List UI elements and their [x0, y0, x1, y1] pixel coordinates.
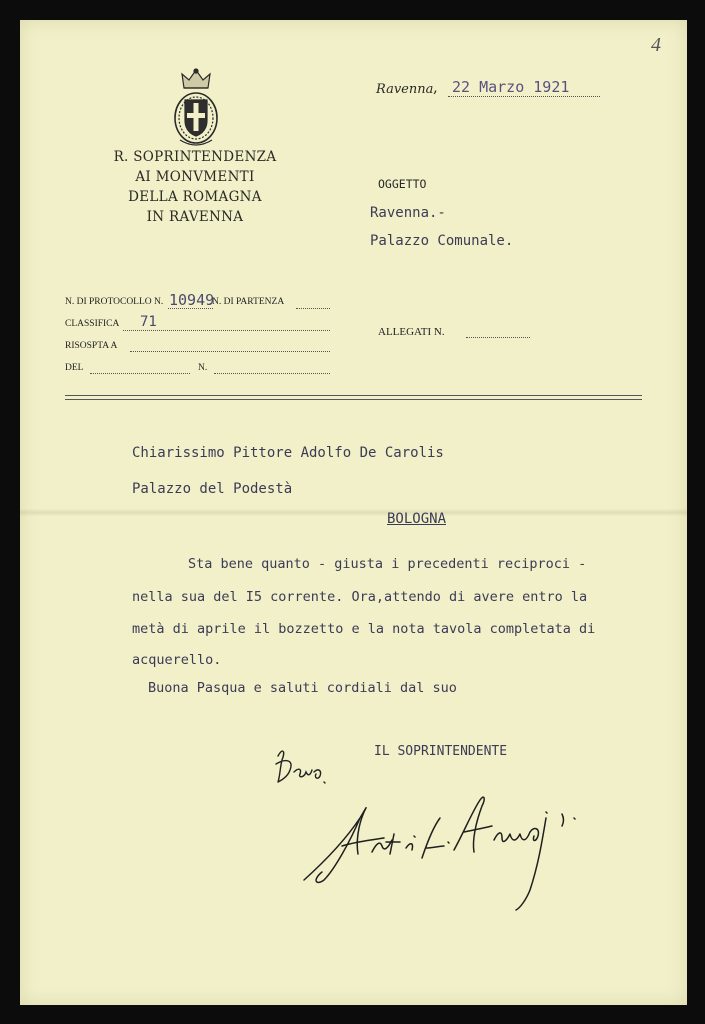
office-name-line-3: DELLA ROMAGNA [128, 189, 262, 205]
allegati-dotted-line [466, 337, 530, 338]
partenza-label: N. DI PARTENZA [212, 297, 285, 307]
body-line-3: metà di aprile il bozzetto e la nota tavola completata di [132, 621, 596, 637]
closing-line: Buona Pasqua e saluti cordiali dal suo [148, 680, 457, 696]
letter-sheet [20, 20, 687, 1005]
office-name-line-1: R. SOPRINTENDENZA [113, 149, 277, 165]
addressee-city: BOLOGNA [387, 511, 447, 527]
subject-line-1: Ravenna.- [370, 205, 446, 221]
protocollo-value: 10949 [169, 291, 215, 309]
page-number: 4 [651, 34, 661, 56]
date-comma: , [433, 78, 438, 96]
addressee-line-1: Chiarissimo Pittore Adolfo De Carolis [132, 445, 444, 461]
addressee-line-2: Palazzo del Podestà [132, 481, 293, 497]
subject-label: OGGETTO [378, 177, 427, 191]
del-dotted-line [90, 373, 190, 374]
royal-crest-icon [170, 66, 222, 150]
classifica-dotted-line [123, 330, 330, 331]
classifica-value: 71 [140, 314, 157, 330]
signature-title: IL SOPRINTENDENTE [374, 744, 508, 759]
risposta-label: RISOSPTA A [65, 341, 118, 351]
del-label: DEL [65, 363, 84, 373]
body-line-4: acquerello. [132, 652, 222, 668]
office-name-line-2: AI MONVMENTI [135, 169, 255, 185]
risposta-dotted-line [130, 351, 330, 352]
protocollo-label: N. DI PROTOCOLLO N. [65, 297, 164, 307]
body-line-1: Sta bene quanto - giusta i precedenti reciproci - [188, 556, 587, 572]
allegati-label: ALLEGATI N. [378, 326, 445, 338]
header-rule-bottom [65, 399, 642, 400]
handwritten-signature-icon [294, 762, 584, 912]
letter-date: 22 Marzo 1921 [452, 78, 570, 96]
subject-line-2: Palazzo Comunale. [370, 233, 514, 249]
n-dotted-line [214, 373, 330, 374]
n-label: N. [198, 363, 208, 373]
office-name-line-4: IN RAVENNA [146, 209, 244, 225]
protocollo-dotted-line [168, 308, 213, 309]
partenza-dotted-line [296, 308, 330, 309]
date-dotted-line [448, 96, 600, 97]
classifica-label: CLASSIFICA [65, 319, 120, 329]
body-line-2: nella sua del I5 corrente. Ora,attendo di avere entro la [132, 589, 588, 605]
header-rule-top [65, 395, 642, 396]
place-label: Ravenna [376, 82, 434, 97]
